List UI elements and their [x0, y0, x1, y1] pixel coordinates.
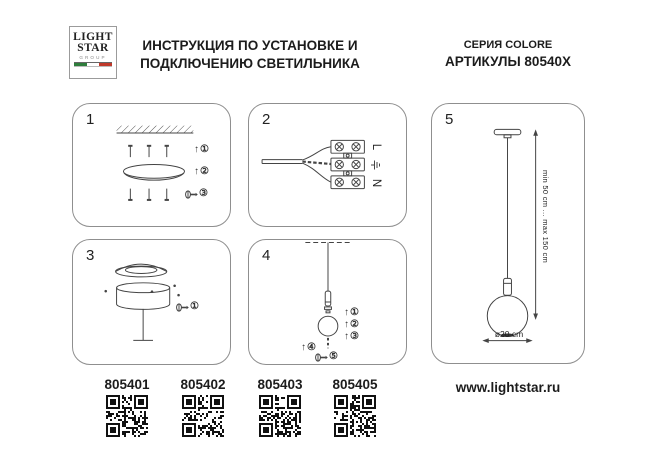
article-code: 805402 [180, 377, 226, 392]
step-label-1 [176, 302, 199, 312]
panel-number: 1 [86, 111, 95, 128]
step-label-2 [194, 167, 209, 177]
up-arrow-icon: ↑ [301, 342, 306, 353]
website-url: www.lightstar.ru [455, 380, 561, 395]
circled-number: ⑤ [329, 351, 338, 362]
panel-step-1 [72, 103, 231, 227]
up-arrow-icon: ↑ [344, 307, 349, 318]
step-label-5 [315, 352, 338, 362]
wiring-diagram [249, 104, 406, 226]
title-line-1: ИНСТРУКЦИЯ ПО УСТАНОВКЕ И [142, 38, 358, 53]
step-label-1 [194, 145, 209, 155]
step-label-3 [185, 189, 208, 199]
screw-icon [315, 353, 328, 362]
suspension-range-label: min 50 cm ... max 150 cm [541, 170, 550, 264]
shade-assembly-diagram [249, 240, 406, 364]
circled-number: ① [190, 301, 199, 312]
panel-step-4 [248, 239, 407, 365]
up-arrow-icon: ↑ [194, 166, 199, 177]
qr-code [106, 395, 148, 437]
diameter-label: ø20 cm [494, 329, 524, 339]
up-arrow-icon: ↑ [344, 331, 349, 342]
article-block-805402 [165, 377, 241, 437]
circled-number: ③ [350, 331, 359, 342]
step-label-3 [344, 332, 359, 342]
article-code: 805403 [257, 377, 303, 392]
circled-number: ③ [199, 188, 208, 199]
flag-white-segment [87, 63, 100, 66]
logo-group-text: GROUP [79, 54, 107, 60]
circled-number: ① [200, 144, 209, 155]
article-block-805405 [317, 377, 393, 437]
article-code: 805401 [104, 377, 150, 392]
up-arrow-icon: ↑ [194, 144, 199, 155]
italy-flag-stripe [74, 62, 112, 67]
series-block [427, 39, 589, 69]
terminal-neutral-label: N [370, 178, 383, 188]
earth-icon [371, 160, 382, 170]
qr-code [334, 395, 376, 437]
panel-number: 5 [445, 111, 454, 128]
flag-green-segment [74, 63, 87, 66]
panel-step-3 [72, 239, 231, 365]
ceiling-mount-diagram [73, 104, 230, 226]
screw-icon [176, 303, 189, 312]
article-code: 805405 [332, 377, 378, 392]
step-label-4 [301, 343, 316, 353]
terminal-live-label: L [370, 143, 383, 151]
articles-heading: АРТИКУЛЫ 80540X [445, 54, 571, 69]
title-line-2: ПОДКЛЮЧЕНИЮ СВЕТИЛЬНИКА [140, 56, 360, 71]
step-label-2 [344, 320, 359, 330]
up-arrow-icon: ↑ [344, 319, 349, 330]
screw-icon [185, 190, 198, 199]
lightstar-logo [69, 26, 117, 79]
panel-step-5 [431, 103, 585, 364]
panel-number: 4 [262, 247, 271, 264]
article-block-805401 [89, 377, 165, 437]
panel-number: 3 [86, 247, 95, 264]
circled-number: ④ [307, 342, 316, 353]
panel-step-2 [248, 103, 407, 227]
body-assembly-diagram [73, 240, 230, 364]
series-name: СЕРИЯ COLORE [463, 39, 553, 51]
flag-red-segment [99, 63, 112, 66]
article-block-805403 [242, 377, 318, 437]
circled-number: ② [200, 166, 209, 177]
pendant-dimensions-diagram [432, 104, 584, 363]
circled-number: ② [350, 319, 359, 330]
page-title [132, 37, 368, 73]
step-label-1 [344, 308, 359, 318]
qr-code [182, 395, 224, 437]
logo-light-text: LIGHT [73, 31, 113, 43]
circled-number: ① [350, 307, 359, 318]
qr-code [259, 395, 301, 437]
logo-star-text: STAR [77, 41, 109, 54]
panel-number: 2 [262, 111, 271, 128]
